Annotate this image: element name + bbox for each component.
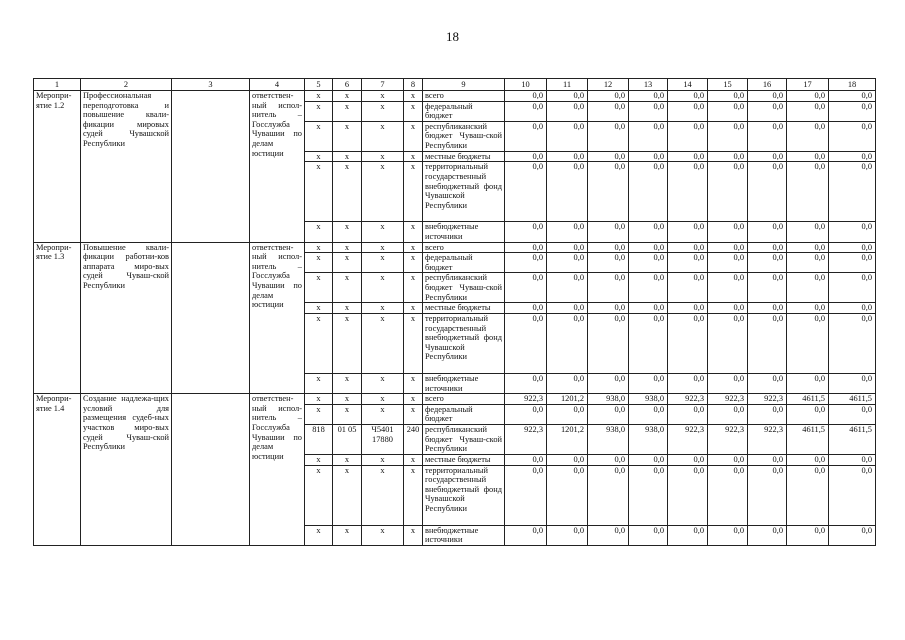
- value-cell-15: 0,0: [708, 242, 748, 253]
- funding-source: всего: [423, 91, 505, 102]
- value-cell-15: 0,0: [708, 162, 748, 222]
- code-section: x: [333, 91, 362, 102]
- value-cell-17: 0,0: [787, 162, 829, 222]
- value-cell-14: 0,0: [668, 121, 708, 151]
- value-cell-10: 922,3: [505, 394, 547, 405]
- value-cell-12: 0,0: [588, 313, 629, 373]
- value-cell-13: 0,0: [629, 303, 668, 314]
- code-section: x: [333, 373, 362, 393]
- code-expense: x: [404, 151, 423, 162]
- code-section: x: [333, 273, 362, 303]
- value-cell-18: 0,0: [829, 465, 876, 525]
- event-name: Повышение квали-фикации работни-ков аппарата миро-вых судей Чуваш-ской Республики: [81, 242, 172, 394]
- value-cell-15: 0,0: [708, 373, 748, 393]
- executor-cell: ответствен-ный испол-нитель – Госслужба Чувашии по делам юстиции: [250, 394, 305, 546]
- code-expense: x: [404, 162, 423, 222]
- code-expense: x: [404, 454, 423, 465]
- budget-table: [33, 78, 876, 546]
- value-cell-10: 922,3: [505, 424, 547, 454]
- value-cell-11: 0,0: [547, 465, 588, 525]
- code-grbs: x: [305, 151, 333, 162]
- funding-source: территориальный государственный внебюджетный фонд Чувашской Республики: [423, 465, 505, 525]
- value-cell-18: 0,0: [829, 121, 876, 151]
- value-cell-18: 0,0: [829, 454, 876, 465]
- code-target: Ч5401 17880: [362, 424, 404, 454]
- value-cell-12: 0,0: [588, 465, 629, 525]
- table-row: [34, 242, 876, 253]
- value-cell-13: 0,0: [629, 101, 668, 121]
- value-cell-13: 0,0: [629, 454, 668, 465]
- value-cell-13: 0,0: [629, 273, 668, 303]
- value-cell-16: 0,0: [748, 273, 787, 303]
- value-cell-13: 0,0: [629, 373, 668, 393]
- value-cell-18: 0,0: [829, 303, 876, 314]
- code-section: x: [333, 454, 362, 465]
- code-expense: x: [404, 121, 423, 151]
- value-cell-16: 0,0: [748, 454, 787, 465]
- code-grbs: x: [305, 253, 333, 273]
- header-cell-13: 13: [629, 79, 668, 91]
- value-cell-11: 1201,2: [547, 424, 588, 454]
- code-grbs: x: [305, 162, 333, 222]
- header-row: [34, 79, 876, 91]
- code-section: x: [333, 525, 362, 545]
- value-cell-12: 0,0: [588, 222, 629, 242]
- value-cell-13: 0,0: [629, 242, 668, 253]
- value-cell-14: 0,0: [668, 273, 708, 303]
- code-expense: 240: [404, 424, 423, 454]
- code-target: x: [362, 303, 404, 314]
- funding-source: внебюджетные источники: [423, 525, 505, 545]
- code-grbs: x: [305, 313, 333, 373]
- header-cell-3: 3: [172, 79, 250, 91]
- value-cell-10: 0,0: [505, 101, 547, 121]
- code-section: 01 05: [333, 424, 362, 454]
- value-cell-12: 0,0: [588, 121, 629, 151]
- code-section: x: [333, 394, 362, 405]
- value-cell-16: 922,3: [748, 394, 787, 405]
- funding-source: федеральный бюджет: [423, 404, 505, 424]
- code-section: x: [333, 303, 362, 314]
- value-cell-17: 0,0: [787, 303, 829, 314]
- value-cell-18: 0,0: [829, 151, 876, 162]
- event-number: Меропри-ятие 1.2: [34, 91, 81, 243]
- value-cell-17: 4611,5: [787, 394, 829, 405]
- value-cell-11: 0,0: [547, 162, 588, 222]
- value-cell-15: 922,3: [708, 424, 748, 454]
- value-cell-14: 0,0: [668, 91, 708, 102]
- value-cell-17: 0,0: [787, 101, 829, 121]
- value-cell-12: 0,0: [588, 273, 629, 303]
- value-cell-13: 0,0: [629, 162, 668, 222]
- value-cell-18: 0,0: [829, 313, 876, 373]
- code-section: x: [333, 242, 362, 253]
- code-target: x: [362, 253, 404, 273]
- value-cell-15: 0,0: [708, 465, 748, 525]
- funding-source: всего: [423, 394, 505, 405]
- responsible-cell: [172, 91, 250, 243]
- funding-source: внебюджетные источники: [423, 222, 505, 242]
- event-number: Меропри-ятие 1.3: [34, 242, 81, 394]
- value-cell-13: 0,0: [629, 525, 668, 545]
- code-target: x: [362, 101, 404, 121]
- header-cell-2: 2: [81, 79, 172, 91]
- funding-source: республиканский бюджет Чуваш-ской Республики: [423, 273, 505, 303]
- code-target: x: [362, 313, 404, 373]
- value-cell-14: 0,0: [668, 101, 708, 121]
- value-cell-17: 0,0: [787, 404, 829, 424]
- value-cell-15: 922,3: [708, 394, 748, 405]
- value-cell-11: 0,0: [547, 313, 588, 373]
- value-cell-14: 0,0: [668, 151, 708, 162]
- value-cell-15: 0,0: [708, 525, 748, 545]
- header-cell-14: 14: [668, 79, 708, 91]
- header-cell-15: 15: [708, 79, 748, 91]
- code-section: x: [333, 121, 362, 151]
- value-cell-10: 0,0: [505, 525, 547, 545]
- header-cell-11: 11: [547, 79, 588, 91]
- value-cell-18: 0,0: [829, 222, 876, 242]
- header-cell-7: 7: [362, 79, 404, 91]
- funding-source: внебюджетные источники: [423, 373, 505, 393]
- value-cell-13: 0,0: [629, 465, 668, 525]
- value-cell-16: 0,0: [748, 242, 787, 253]
- value-cell-15: 0,0: [708, 101, 748, 121]
- code-expense: x: [404, 242, 423, 253]
- code-expense: x: [404, 465, 423, 525]
- value-cell-16: 0,0: [748, 101, 787, 121]
- value-cell-10: 0,0: [505, 242, 547, 253]
- value-cell-18: 4611,5: [829, 394, 876, 405]
- code-expense: x: [404, 373, 423, 393]
- value-cell-13: 0,0: [629, 151, 668, 162]
- value-cell-15: 0,0: [708, 313, 748, 373]
- value-cell-18: 0,0: [829, 242, 876, 253]
- executor-cell: ответствен-ный испол-нитель – Госслужба Чувашии по делам юстиции: [250, 242, 305, 394]
- value-cell-10: 0,0: [505, 303, 547, 314]
- value-cell-12: 0,0: [588, 253, 629, 273]
- code-target: x: [362, 373, 404, 393]
- table-body: [34, 91, 876, 546]
- executor-cell: ответствен-ный испол-нитель – Госслужба Чувашии по делам юстиции: [250, 91, 305, 243]
- code-target: x: [362, 121, 404, 151]
- event-number: Меропри-ятие 1.4: [34, 394, 81, 546]
- value-cell-16: 0,0: [748, 404, 787, 424]
- responsible-cell: [172, 242, 250, 394]
- value-cell-11: 0,0: [547, 525, 588, 545]
- value-cell-16: 0,0: [748, 162, 787, 222]
- code-grbs: x: [305, 303, 333, 314]
- value-cell-15: 0,0: [708, 222, 748, 242]
- code-expense: x: [404, 91, 423, 102]
- value-cell-16: 0,0: [748, 313, 787, 373]
- code-expense: x: [404, 253, 423, 273]
- value-cell-11: 0,0: [547, 91, 588, 102]
- code-target: x: [362, 394, 404, 405]
- value-cell-10: 0,0: [505, 151, 547, 162]
- code-expense: x: [404, 404, 423, 424]
- value-cell-15: 0,0: [708, 454, 748, 465]
- value-cell-14: 922,3: [668, 394, 708, 405]
- value-cell-13: 0,0: [629, 121, 668, 151]
- table-row: [34, 394, 876, 405]
- value-cell-14: 0,0: [668, 454, 708, 465]
- header-cell-8: 8: [404, 79, 423, 91]
- code-target: x: [362, 273, 404, 303]
- code-grbs: x: [305, 101, 333, 121]
- header-cell-12: 12: [588, 79, 629, 91]
- code-expense: x: [404, 101, 423, 121]
- value-cell-14: 0,0: [668, 242, 708, 253]
- value-cell-18: 0,0: [829, 404, 876, 424]
- value-cell-15: 0,0: [708, 404, 748, 424]
- value-cell-14: 0,0: [668, 303, 708, 314]
- value-cell-10: 0,0: [505, 222, 547, 242]
- value-cell-12: 0,0: [588, 91, 629, 102]
- code-section: x: [333, 162, 362, 222]
- table-header: [34, 79, 876, 91]
- code-grbs: x: [305, 242, 333, 253]
- value-cell-10: 0,0: [505, 273, 547, 303]
- page-number: 18: [446, 29, 459, 44]
- code-section: x: [333, 222, 362, 242]
- code-target: x: [362, 525, 404, 545]
- value-cell-13: 0,0: [629, 253, 668, 273]
- code-grbs: x: [305, 373, 333, 393]
- value-cell-12: 0,0: [588, 242, 629, 253]
- value-cell-16: 0,0: [748, 151, 787, 162]
- value-cell-10: 0,0: [505, 313, 547, 373]
- code-expense: x: [404, 394, 423, 405]
- value-cell-18: 0,0: [829, 373, 876, 393]
- value-cell-11: 0,0: [547, 303, 588, 314]
- value-cell-11: 0,0: [547, 404, 588, 424]
- header-cell-16: 16: [748, 79, 787, 91]
- value-cell-11: 0,0: [547, 101, 588, 121]
- value-cell-12: 0,0: [588, 454, 629, 465]
- value-cell-12: 0,0: [588, 373, 629, 393]
- code-target: x: [362, 242, 404, 253]
- value-cell-17: 0,0: [787, 151, 829, 162]
- value-cell-10: 0,0: [505, 404, 547, 424]
- value-cell-15: 0,0: [708, 91, 748, 102]
- code-grbs: x: [305, 525, 333, 545]
- value-cell-10: 0,0: [505, 121, 547, 151]
- code-target: x: [362, 454, 404, 465]
- value-cell-16: 0,0: [748, 222, 787, 242]
- value-cell-11: 0,0: [547, 121, 588, 151]
- value-cell-14: 0,0: [668, 373, 708, 393]
- code-grbs: x: [305, 222, 333, 242]
- code-section: x: [333, 313, 362, 373]
- code-section: x: [333, 404, 362, 424]
- code-section: x: [333, 465, 362, 525]
- funding-source: территориальный государственный внебюджетный фонд Чувашской Республики: [423, 313, 505, 373]
- header-cell-10: 10: [505, 79, 547, 91]
- code-section: x: [333, 151, 362, 162]
- value-cell-18: 0,0: [829, 101, 876, 121]
- value-cell-10: 0,0: [505, 465, 547, 525]
- code-expense: x: [404, 313, 423, 373]
- value-cell-14: 0,0: [668, 525, 708, 545]
- code-grbs: x: [305, 454, 333, 465]
- value-cell-10: 0,0: [505, 253, 547, 273]
- value-cell-15: 0,0: [708, 303, 748, 314]
- value-cell-11: 0,0: [547, 253, 588, 273]
- code-target: x: [362, 91, 404, 102]
- code-grbs: x: [305, 91, 333, 102]
- value-cell-10: 0,0: [505, 162, 547, 222]
- code-grbs: x: [305, 273, 333, 303]
- code-grbs: x: [305, 121, 333, 151]
- funding-source: федеральный бюджет: [423, 101, 505, 121]
- funding-source: республиканский бюджет Чуваш-ской Республики: [423, 121, 505, 151]
- value-cell-16: 0,0: [748, 91, 787, 102]
- code-grbs: x: [305, 404, 333, 424]
- value-cell-16: 0,0: [748, 253, 787, 273]
- value-cell-18: 0,0: [829, 91, 876, 102]
- value-cell-16: 0,0: [748, 465, 787, 525]
- value-cell-16: 0,0: [748, 121, 787, 151]
- funding-source: федеральный бюджет: [423, 253, 505, 273]
- value-cell-11: 1201,2: [547, 394, 588, 405]
- value-cell-18: 0,0: [829, 253, 876, 273]
- value-cell-16: 922,3: [748, 424, 787, 454]
- value-cell-10: 0,0: [505, 454, 547, 465]
- value-cell-12: 0,0: [588, 303, 629, 314]
- value-cell-18: 4611,5: [829, 424, 876, 454]
- code-section: x: [333, 101, 362, 121]
- value-cell-13: 0,0: [629, 313, 668, 373]
- value-cell-17: 0,0: [787, 242, 829, 253]
- value-cell-17: 0,0: [787, 121, 829, 151]
- code-expense: x: [404, 273, 423, 303]
- code-target: x: [362, 222, 404, 242]
- value-cell-16: 0,0: [748, 303, 787, 314]
- value-cell-17: 0,0: [787, 373, 829, 393]
- value-cell-14: 0,0: [668, 253, 708, 273]
- value-cell-17: 0,0: [787, 222, 829, 242]
- value-cell-13: 0,0: [629, 404, 668, 424]
- value-cell-17: 0,0: [787, 525, 829, 545]
- value-cell-11: 0,0: [547, 222, 588, 242]
- value-cell-15: 0,0: [708, 121, 748, 151]
- responsible-cell: [172, 394, 250, 546]
- table-row: [34, 91, 876, 102]
- header-cell-17: 17: [787, 79, 829, 91]
- value-cell-12: 938,0: [588, 394, 629, 405]
- value-cell-11: 0,0: [547, 242, 588, 253]
- header-cell-9: 9: [423, 79, 505, 91]
- value-cell-10: 0,0: [505, 91, 547, 102]
- value-cell-11: 0,0: [547, 373, 588, 393]
- value-cell-16: 0,0: [748, 373, 787, 393]
- value-cell-14: 922,3: [668, 424, 708, 454]
- value-cell-17: 0,0: [787, 454, 829, 465]
- value-cell-17: 0,0: [787, 253, 829, 273]
- value-cell-15: 0,0: [708, 253, 748, 273]
- value-cell-13: 0,0: [629, 91, 668, 102]
- value-cell-11: 0,0: [547, 454, 588, 465]
- code-section: x: [333, 253, 362, 273]
- value-cell-10: 0,0: [505, 373, 547, 393]
- value-cell-12: 0,0: [588, 151, 629, 162]
- header-cell-5: 5: [305, 79, 333, 91]
- header-cell-6: 6: [333, 79, 362, 91]
- value-cell-12: 0,0: [588, 162, 629, 222]
- code-expense: x: [404, 525, 423, 545]
- code-target: x: [362, 465, 404, 525]
- value-cell-15: 0,0: [708, 273, 748, 303]
- value-cell-17: 0,0: [787, 91, 829, 102]
- value-cell-13: 938,0: [629, 394, 668, 405]
- code-grbs: x: [305, 394, 333, 405]
- value-cell-12: 938,0: [588, 424, 629, 454]
- value-cell-17: 0,0: [787, 313, 829, 373]
- value-cell-14: 0,0: [668, 162, 708, 222]
- value-cell-15: 0,0: [708, 151, 748, 162]
- code-expense: x: [404, 222, 423, 242]
- code-target: x: [362, 404, 404, 424]
- value-cell-13: 938,0: [629, 424, 668, 454]
- funding-source: республиканский бюджет Чуваш-ской Республики: [423, 424, 505, 454]
- code-target: x: [362, 162, 404, 222]
- code-grbs: x: [305, 465, 333, 525]
- header-cell-4: 4: [250, 79, 305, 91]
- code-grbs: 818: [305, 424, 333, 454]
- code-expense: x: [404, 303, 423, 314]
- value-cell-17: 0,0: [787, 273, 829, 303]
- value-cell-12: 0,0: [588, 404, 629, 424]
- value-cell-16: 0,0: [748, 525, 787, 545]
- event-name: Профессиональная переподготовка и повышение квали-фикации мировых судей Чувашской Республики: [81, 91, 172, 243]
- funding-source: местные бюджеты: [423, 151, 505, 162]
- value-cell-18: 0,0: [829, 273, 876, 303]
- funding-source: местные бюджеты: [423, 303, 505, 314]
- funding-source: всего: [423, 242, 505, 253]
- header-cell-1: 1: [34, 79, 81, 91]
- value-cell-18: 0,0: [829, 162, 876, 222]
- code-target: x: [362, 151, 404, 162]
- value-cell-12: 0,0: [588, 525, 629, 545]
- value-cell-14: 0,0: [668, 465, 708, 525]
- event-name: Создание надлежа-щих условий для размещения судеб-ных участков миро-вых судей Чуваш-ской Республики: [81, 394, 172, 546]
- funding-source: территориальный государственный внебюджетный фонд Чувашской Республики: [423, 162, 505, 222]
- value-cell-14: 0,0: [668, 313, 708, 373]
- value-cell-14: 0,0: [668, 404, 708, 424]
- value-cell-17: 4611,5: [787, 424, 829, 454]
- funding-source: местные бюджеты: [423, 454, 505, 465]
- value-cell-11: 0,0: [547, 151, 588, 162]
- value-cell-14: 0,0: [668, 222, 708, 242]
- value-cell-17: 0,0: [787, 465, 829, 525]
- value-cell-12: 0,0: [588, 101, 629, 121]
- value-cell-13: 0,0: [629, 222, 668, 242]
- header-cell-18: 18: [829, 79, 876, 91]
- value-cell-18: 0,0: [829, 525, 876, 545]
- value-cell-11: 0,0: [547, 273, 588, 303]
